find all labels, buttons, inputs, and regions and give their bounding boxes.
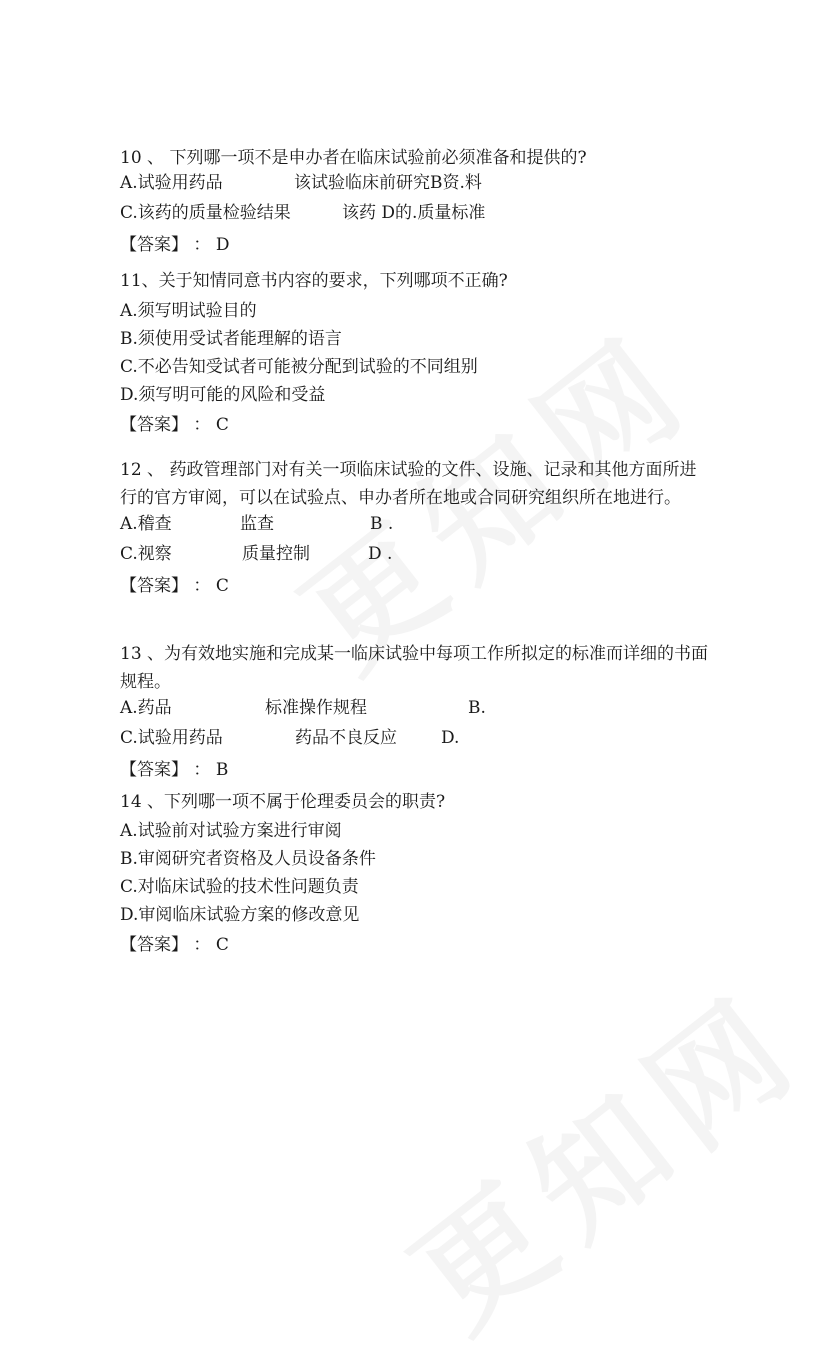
option-b: B.审阅研究者资格及人员设备条件 xyxy=(120,849,376,869)
option-text: 标准操作规程 xyxy=(265,698,367,718)
option-a: A.试验用药品 xyxy=(120,173,223,193)
option-c: C.不必告知受试者可能被分配到试验的不同组别 xyxy=(120,357,478,377)
option-row xyxy=(120,726,710,754)
watermark xyxy=(369,943,830,1364)
answer xyxy=(120,413,720,438)
answer-value: D xyxy=(215,235,230,255)
option-a: A.稽查 xyxy=(120,514,172,534)
question-10 xyxy=(120,146,720,258)
option-row xyxy=(120,201,720,229)
answer-value: B xyxy=(215,760,229,780)
question-11 xyxy=(120,269,720,438)
option-c: C.试验用药品 xyxy=(120,728,223,748)
question-14 xyxy=(120,790,720,958)
answer-label: 【答案】 ： xyxy=(120,935,211,955)
option-a: A.须写明试验目的 xyxy=(120,301,257,321)
option-row xyxy=(120,171,720,199)
option-b: B . xyxy=(370,514,394,534)
answer xyxy=(120,758,710,783)
answer-value: C xyxy=(215,935,229,955)
option-text: 药品不良反应 xyxy=(295,728,397,748)
option-c: C.对临床试验的技术性问题负责 xyxy=(120,877,359,897)
option-d: D . xyxy=(368,544,393,564)
answer-label: 【答案】 ： xyxy=(120,415,211,435)
question-13 xyxy=(120,640,710,783)
answer-label: 【答案】 ： xyxy=(120,235,211,255)
option-d: D.须写明可能的风险和受益 xyxy=(120,385,326,405)
option-c: C.视察 xyxy=(120,544,172,564)
option-text: 监查 xyxy=(240,514,274,534)
question-text: 12 、 药政管理部门对有关一项临床试验的文件、设施、记录和其他方面所进行的官方审阅，可以在试验点、申办者所在地或合同研究组织所在地进行。 xyxy=(120,460,697,508)
option-a: A.试验前对试验方案进行审阅 xyxy=(120,821,342,841)
question-text: 14 、下列哪一项不属于伦理委员会的职责? xyxy=(120,792,446,812)
option-text: 质量控制 xyxy=(242,544,310,564)
question-text: 11、关于知情同意书内容的要求，下列哪项不正确? xyxy=(120,271,508,291)
answer xyxy=(120,233,720,258)
answer xyxy=(120,933,720,958)
option-text: 该试验临床前研究B资.料 xyxy=(294,173,482,193)
answer-value: C xyxy=(215,576,229,596)
option-text: 该药 D的.质量标准 xyxy=(342,203,486,223)
option-row xyxy=(120,512,710,540)
option-b: B. xyxy=(468,698,486,718)
answer-value: C xyxy=(215,415,229,435)
answer-label: 【答案】 ： xyxy=(120,760,211,780)
option-row xyxy=(120,696,710,724)
question-text: 10 、 下列哪一项不是申办者在临床试验前必须准备和提供的? xyxy=(120,148,587,168)
option-c: C.该药的质量检验结果 xyxy=(120,203,291,223)
option-row xyxy=(120,542,710,570)
option-b: B.须使用受试者能理解的语言 xyxy=(120,329,342,349)
question-12 xyxy=(120,456,710,599)
option-d: D.审阅临床试验方案的修改意见 xyxy=(120,905,360,925)
option-a: A.药品 xyxy=(120,698,172,718)
question-text: 13 、为有效地实施和完成某一临床试验中每项工作所拟定的标准而详细的书面规程。 xyxy=(120,644,709,692)
option-d: D. xyxy=(441,728,460,748)
answer-label: 【答案】 ： xyxy=(120,576,211,596)
answer xyxy=(120,574,710,599)
